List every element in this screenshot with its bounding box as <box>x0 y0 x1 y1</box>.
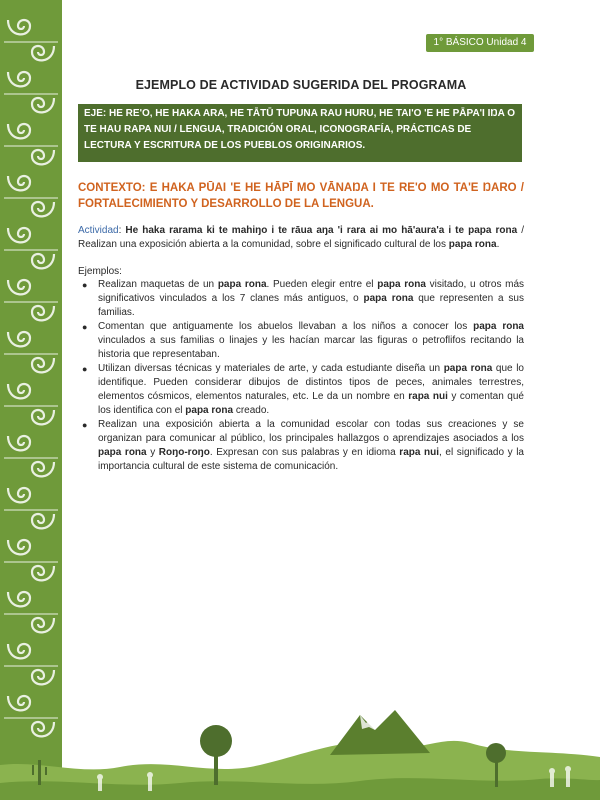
actividad-label: Actividad <box>78 225 119 236</box>
eje-box: EJE: HE RE'O, HE HAKA ARA, HE TĀTŪ TUPUNA RAU HURU, HE TAI'O 'E HE PĀPA'I IŊA O TE HAU RAPA NUI / LENGUA, TRADICIÓN ORAL, ICONOGRAFÍA, PRÁCTICAS DE LECTURA Y ESCRITURA DE LOS PUEBLOS ORIGINARIOS. <box>78 104 522 162</box>
page-title: EJEMPLO DE ACTIVIDAD SUGERIDA DEL PROGRAMA <box>135 78 467 92</box>
actividad-description: / Realizan una exposición abierta a la comunidad, sobre el significado cultural de los <box>78 225 524 250</box>
list-item: ● Utilizan diversas técnicas y materiales de arte, y cada estudiante diseña un papa rona que lo identifique. Pueden considerar dibujos de distintos tipos de peces, animales terrestres, elementos cósmicos, elementos naturales, etc. Le da un nombre en rapa nui y comentan qué los identifica con el papa rona creado. <box>82 363 524 416</box>
decorative-left-border <box>0 0 62 800</box>
list-item: ● Comentan que antiguamente los abuelos llevaban a los niños a conocer los papa rona vinculados a sus familias o linajes y les hacían marcar las figuras o petroflifos recitando la historia que representaban. <box>82 321 524 360</box>
bullet-icon: ● <box>82 280 88 290</box>
landscape-illustration <box>0 705 600 800</box>
bullet-icon: ● <box>82 420 88 430</box>
unit-badge: 1° BÁSICO Unidad 4 <box>426 34 534 52</box>
actividad-papa-rona: papa rona <box>448 239 497 250</box>
spiral-pattern <box>0 0 62 800</box>
examples-list <box>78 278 524 474</box>
list-item: ● Realizan una exposición abierta a la comunidad escolar con todas sus creaciones y se organizan para comunicar al público, los principales hallazgos o aprendizajes asociados a los papa rona y Roŋo-roŋo. Expresan con sus palabras y en idioma rapa nui, el significado y la importancia cultural de este sistema de comunicación. <box>82 419 524 472</box>
list-item: ● Realizan maquetas de un papa rona. Pueden elegir entre el papa rona visitado, u otros más significativos vinculados a los 7 clanes más antiguos, o papa rona que representen a sus familias. <box>82 279 525 318</box>
bullet-icon: ● <box>82 322 88 332</box>
actividad-paragraph <box>78 224 524 252</box>
actividad-period: . <box>496 239 500 250</box>
bullet-icon: ● <box>82 364 88 374</box>
contexto-heading: CONTEXTO: E HAKA PŪAI 'E HE HĀPĪ MO VĀNAŊA I TE RE'O MO TA'E ŊARO / FORTALECIMIENTO Y DESARROLLO DE LA LENGUA. <box>78 182 524 210</box>
actividad-rapanui-title: He haka rarama ki te mahiŋo i te rāua aŋa 'i rara ai mo hā'aura'a i te papa rona <box>125 225 518 236</box>
ejemplos-label: Ejemplos: <box>78 266 122 277</box>
actividad-colon: : <box>118 225 126 236</box>
